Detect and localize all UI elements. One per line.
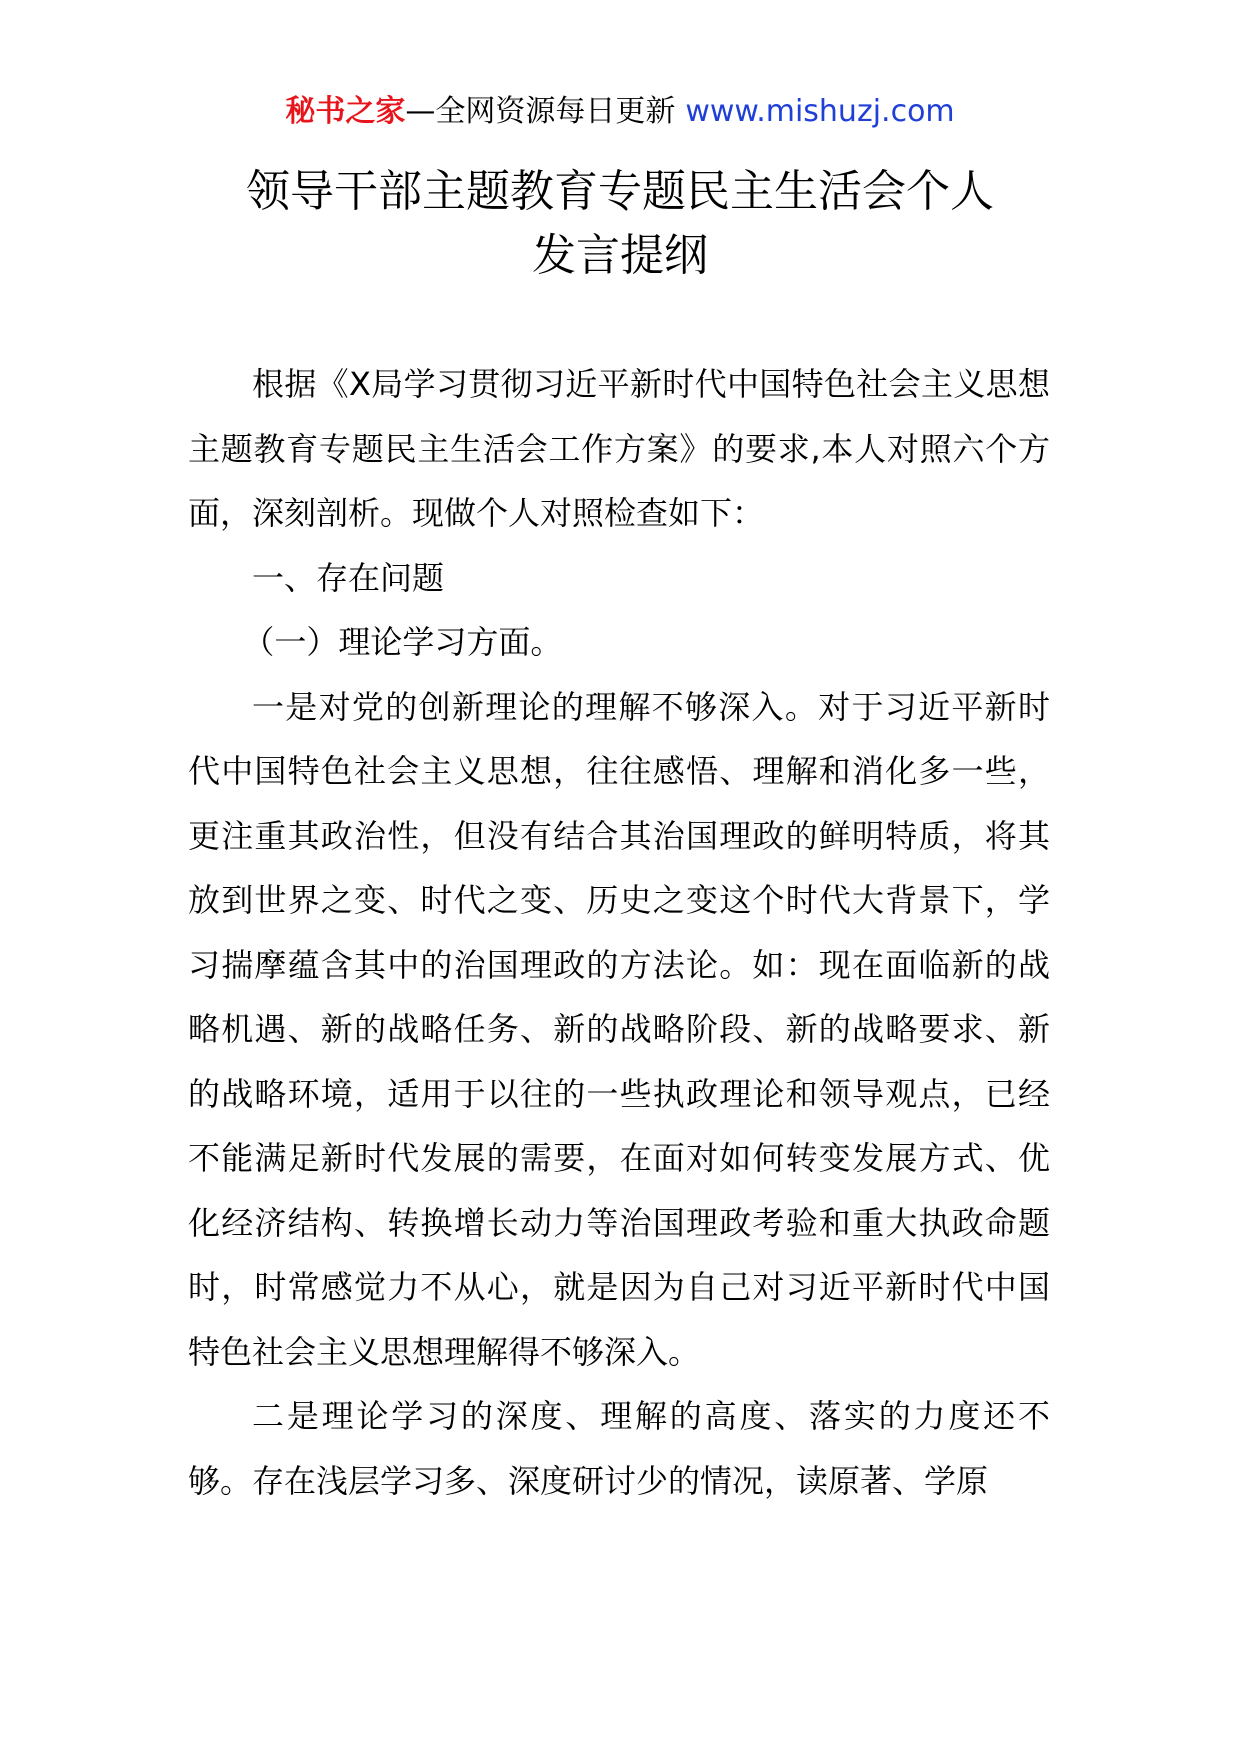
document-title-line-2: 发言提纲 xyxy=(532,230,708,281)
body-paragraph-1: 一是对党的创新理论的理解不够深入。对于习近平新时代中国特色社会主义思想，往往感悟、理解和消化多一些，更注重其政治性，但没有结合其治国理政的鲜明特质，将其放到世界之变、时代之变、历史之变这个时代大背景下，学习揣摩蕴含其中的治国理政的方法论。如：现在面临新的战略机遇、新的战略任务、新的战略阶段、新的战略要求、新的战略环境，适用于以往的一些执政理论和领导观点，已经不能满足新时代发展的需要，在面对如何转变发展方式、优化经济结构、转换增长动力等治国理政考验和重大执政命题时，时常感觉力不从心，就是因为自己对习近平新时代中国特色社会主义思想理解得不够深入。 xyxy=(188,687,1050,1371)
document-body xyxy=(188,352,1050,1513)
section-heading: 一、存在问题 xyxy=(252,558,445,597)
site-url-link[interactable]: www.mishuzj.com xyxy=(685,94,955,129)
body-paragraph-2: 二是理论学习的深度、理解的高度、落实的力度还不够。存在浅层学习多、深度研讨少的情况，读原著、学原 xyxy=(188,1397,1050,1500)
intro-paragraph: 根据《X局学习贯彻习近平新时代中国特色社会主义思想主题教育专题民主生活会工作方案》的要求,本人对照六个方面，深刻剖析。现做个人对照检查如下： xyxy=(188,365,1050,532)
document-title xyxy=(0,160,1240,288)
site-tagline: —全网资源每日更新 xyxy=(405,94,676,129)
subsection-heading: （一）理论学习方面。 xyxy=(242,623,563,661)
site-header xyxy=(0,92,1240,132)
document-title-line-1: 领导干部主题教育专题民主生活会个人 xyxy=(246,166,994,217)
site-brand: 秘书之家 xyxy=(285,94,406,129)
